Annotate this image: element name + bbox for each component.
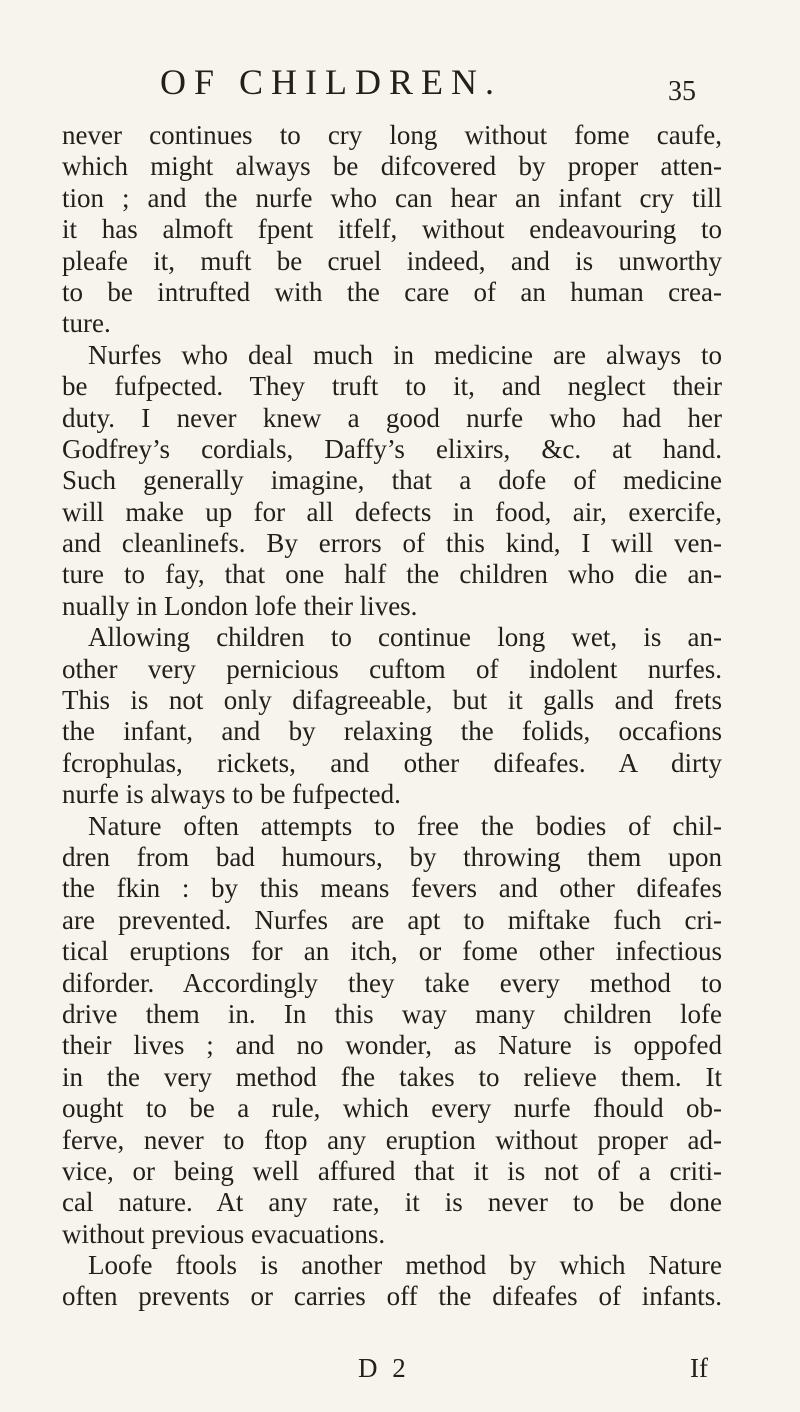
text-line: dren from bad humours, by throwing them upon	[62, 841, 722, 872]
text-line: diforder. Accordingly they take every method to	[62, 967, 722, 998]
text-line: nually in London lofe their lives.	[62, 590, 418, 621]
text-line: often prevents or carries off the difeafes of infants.	[62, 1281, 722, 1312]
text-line: tical eruptions for an itch, or fome other infectious	[62, 936, 722, 967]
text-line: fcrophulas, rickets, and other difeafes. A dirty	[62, 747, 722, 778]
page-footer	[0, 1350, 800, 1386]
text-line: to be intrufted with the care of an human crea-	[62, 276, 722, 307]
text-line: drive them in. In this way many children lofe	[62, 998, 722, 1029]
text-line: vice, or being well affured that it is not of a criti-	[62, 1155, 722, 1186]
catchword: If	[690, 1353, 708, 1383]
paragraph-start: Allowing children to continue long wet, is an-	[88, 622, 722, 653]
text-line: be fufpected. They truft to it, and neglect their	[62, 371, 722, 402]
text-line: ture.	[62, 308, 111, 339]
text-line: and cleanlinefs. By errors of this kind, I will ven-	[62, 528, 722, 559]
text-line: ture to fay, that one half the children who die an-	[62, 559, 722, 590]
text-line: it has almoft fpent itfelf, without endeavouring to	[62, 214, 722, 245]
text-line: duty. I never knew a good nurfe who had her	[62, 402, 722, 433]
text-line: which might always be difcovered by proper atten-	[62, 151, 722, 182]
text-line: in the very method fhe takes to relieve them. It	[62, 1061, 722, 1092]
text-line: without previous evacuations.	[62, 1218, 386, 1249]
paragraph-start: Nature often attempts to free the bodies of chil-	[88, 810, 722, 841]
text-line: the fkin : by this means fevers and other difeafes	[62, 873, 722, 904]
text-line: ferve, never to ftop any eruption without proper ad-	[62, 1124, 722, 1155]
text-line: tion ; and the nurfe who can hear an infant cry till	[62, 182, 722, 213]
text-line: other very pernicious cuftom of indolent nurfes.	[62, 653, 722, 684]
text-line: cal nature. At any rate, it is never to be done	[62, 1187, 722, 1218]
text-line: never continues to cry long without fome caufe,	[62, 120, 722, 150]
text-line: Godfrey’s cordials, Daffy’s elixirs, &c. at hand.	[62, 433, 722, 464]
text-line: the infant, and by relaxing the folids, occafions	[62, 716, 722, 747]
text-line: are prevented. Nurfes are apt to miftake fuch cri-	[62, 904, 722, 935]
text-line: Such generally imagine, that a dofe of medicine	[62, 465, 722, 496]
running-head: OF CHILDREN.	[160, 62, 503, 102]
body-text	[62, 120, 722, 1313]
page-number: 35	[668, 76, 696, 107]
text-line: will make up for all defects in food, air, exercife,	[62, 496, 722, 527]
paragraph-start: Loofe ftools is another method by which Nature	[88, 1250, 722, 1281]
text-line: ought to be a rule, which every nurfe fhould ob-	[62, 1093, 722, 1124]
page-header	[0, 62, 800, 112]
paragraph-start: Nurfes who deal much in medicine are always to	[88, 339, 722, 370]
text-line: This is not only difagreeable, but it galls and frets	[62, 685, 722, 716]
text-line: their lives ; and no wonder, as Nature is oppofed	[62, 1030, 722, 1061]
text-line: pleafe it, muft be cruel indeed, and is unworthy	[62, 245, 722, 276]
text-line: nurfe is always to be fufpected.	[62, 779, 401, 810]
signature-mark: D 2	[358, 1353, 410, 1383]
